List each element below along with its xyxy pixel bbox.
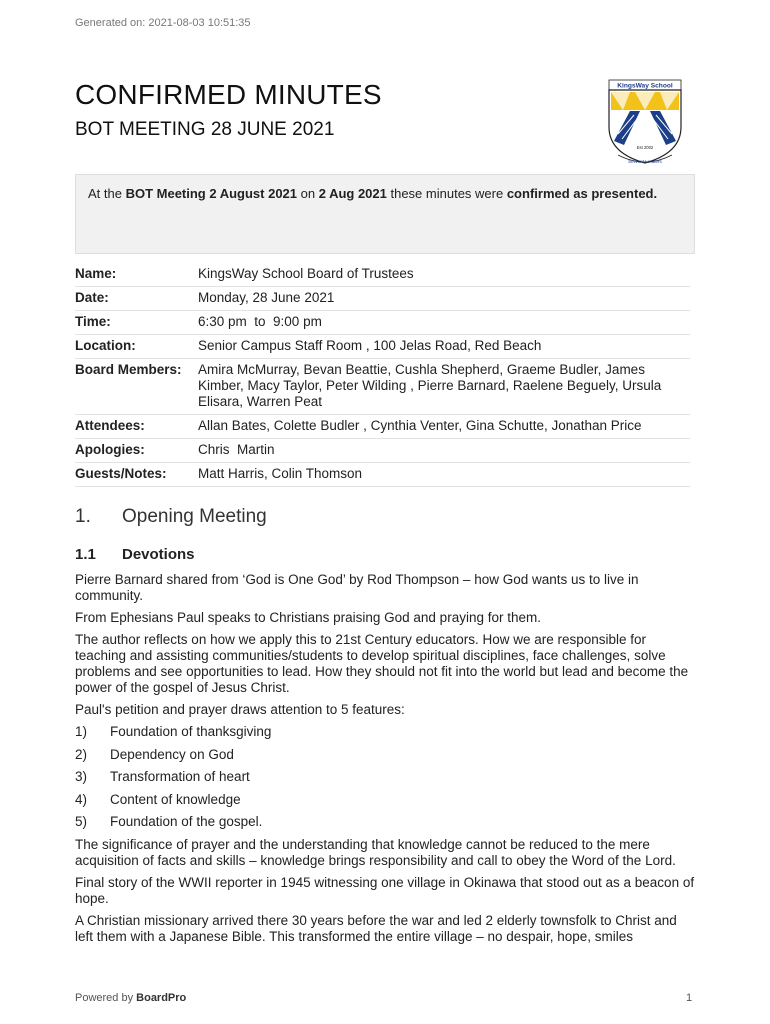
meta-row-apologies bbox=[75, 439, 690, 463]
list-number: 3) bbox=[75, 769, 88, 784]
meta-row-name bbox=[75, 263, 690, 287]
section-number: 1. bbox=[75, 506, 91, 527]
paragraph: From Ephesians Paul speaks to Christians praising God and praying for them. bbox=[75, 610, 541, 625]
list-item bbox=[75, 814, 695, 830]
list-text: Foundation of thanksgiving bbox=[110, 724, 272, 739]
meeting-details-table bbox=[75, 263, 690, 487]
footer-powered-by bbox=[75, 992, 186, 1004]
meta-value: Amira McMurray, Bevan Beattie, Cushla Shepherd, Graeme Budler, James Kimber, Macy Taylor, Peter Wilding , Pierre Barnard, Raelene Beguely, Ursula Elisara, Warren Peat bbox=[198, 359, 690, 415]
list-text: Dependency on God bbox=[110, 746, 234, 762]
svg-text:KingsWay School: KingsWay School bbox=[617, 82, 673, 90]
section-title: Opening Meeting bbox=[122, 506, 267, 527]
paragraph: The significance of prayer and the understanding that knowledge cannot be reduced to the mere acquisition of facts and skills – knowledge brings responsibility and call to obey the Word of the Lord. bbox=[75, 836, 676, 868]
meta-label: Date: bbox=[75, 287, 198, 311]
list-item bbox=[75, 724, 695, 740]
meta-value: 6:30 pm to 9:00 pm bbox=[198, 311, 690, 335]
footer-text: Powered by bbox=[75, 992, 137, 1004]
meta-value: Monday, 28 June 2021 bbox=[198, 287, 690, 311]
generated-timestamp: Generated on: 2021-08-03 10:51:35 bbox=[75, 17, 251, 29]
paragraph: Final story of the WWII reporter in 1945 witnessing one village in Okinawa that stood out as a beacon of hope. bbox=[75, 874, 695, 906]
paragraph: A Christian missionary arrived there 30 years before the war and led 2 elderly townsfolk to Christ and left them with a Japanese Bible. This transformed the entire village – no despair, hope, smiles bbox=[75, 912, 677, 944]
meta-row-guests-notes bbox=[75, 463, 690, 487]
meta-label: Apologies: bbox=[75, 439, 198, 463]
meta-label: Location: bbox=[75, 335, 198, 359]
paragraph: The author reflects on how we apply this to 21st Century educators. How we are responsible for teaching and assisting communities/students to develop spiritual disciplines, face challenges, solve problems and see opportunities to lead. How they should not fit into the world but lead and become the power of the gospel of Jesus Christ. bbox=[75, 632, 689, 695]
list-number: 4) bbox=[75, 791, 88, 807]
list-text: Content of knowledge bbox=[110, 791, 241, 807]
confirmation-date: 2 Aug 2021 bbox=[318, 186, 387, 201]
confirmation-status: confirmed as presented. bbox=[506, 186, 658, 201]
meta-row-date bbox=[75, 287, 690, 311]
page-number: 1 bbox=[686, 992, 693, 1004]
meta-value: KingsWay School Board of Trustees bbox=[198, 263, 690, 287]
meta-row-time bbox=[75, 311, 690, 335]
confirmation-text: At the bbox=[88, 186, 126, 201]
list-number: 1) bbox=[75, 724, 88, 739]
section-heading-opening-meeting bbox=[75, 506, 267, 528]
confirmation-meeting: BOT Meeting 2 August 2021 bbox=[125, 186, 298, 201]
meta-value: Senior Campus Staff Room , 100 Jelas Road, Red Beach bbox=[198, 335, 690, 359]
meta-value: Matt Harris, Colin Thomson bbox=[198, 463, 690, 487]
school-crest-logo bbox=[604, 79, 686, 169]
paragraph: Pierre Barnard shared from ‘God is One God’ by Rod Thompson – how God wants us to live in community. bbox=[75, 572, 639, 603]
confirmation-text: on bbox=[297, 186, 319, 201]
subsection-title: Devotions bbox=[122, 546, 195, 563]
subsection-heading-devotions bbox=[75, 546, 195, 563]
meta-label: Guests/Notes: bbox=[75, 463, 198, 487]
list-item bbox=[75, 747, 695, 763]
list-text: Transformation of heart bbox=[110, 769, 250, 784]
confirmation-notice bbox=[75, 174, 695, 254]
meta-label: Attendees: bbox=[75, 415, 198, 439]
meta-label: Time: bbox=[75, 311, 198, 335]
meta-label: Name: bbox=[75, 263, 198, 287]
list-item bbox=[75, 769, 695, 785]
devotions-body bbox=[75, 572, 695, 951]
list-item bbox=[75, 792, 695, 808]
document-subtitle: BOT MEETING 28 JUNE 2021 bbox=[75, 119, 335, 140]
meta-value: Allan Bates, Colette Budler , Cynthia Venter, Gina Schutte, Jonathan Price bbox=[198, 415, 690, 439]
meta-value: Chris Martin bbox=[198, 439, 690, 463]
meta-row-attendees bbox=[75, 415, 690, 439]
subsection-number: 1.1 bbox=[75, 546, 96, 563]
meta-label: Board Members: bbox=[75, 359, 198, 415]
list-number: 5) bbox=[75, 814, 88, 829]
paragraph: Paul's petition and prayer draws attention to 5 features: bbox=[75, 702, 405, 717]
meta-row-location bbox=[75, 335, 690, 359]
svg-text:Servant Leaders: Servant Leaders bbox=[628, 159, 662, 164]
list-number: 2) bbox=[75, 746, 88, 762]
confirmation-text: these minutes were bbox=[386, 186, 507, 201]
meta-row-board-members bbox=[75, 359, 690, 415]
svg-text:Est 2002: Est 2002 bbox=[636, 145, 654, 150]
footer-brand: BoardPro bbox=[136, 992, 187, 1004]
document-title: CONFIRMED MINUTES bbox=[75, 79, 382, 110]
list-text: Foundation of the gospel. bbox=[110, 814, 263, 829]
